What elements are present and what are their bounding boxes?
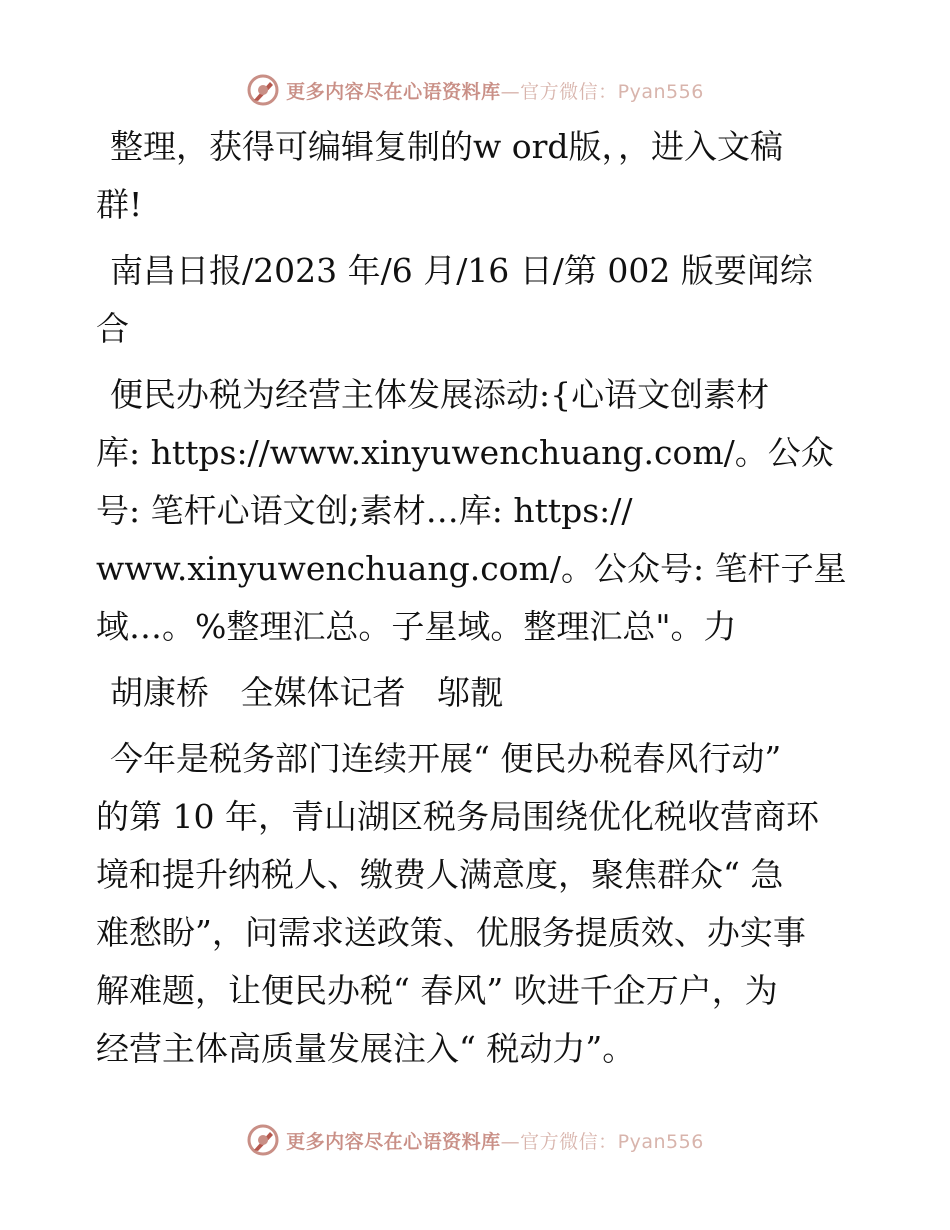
text-line: 经营主体高质量发展注入“ 税动力”。	[96, 1029, 636, 1068]
text-line: 南昌日报/2023 年/6 月/16 日/第 002 版要闻综	[110, 251, 813, 290]
text-line: 便民办税为经营主体发展添动:{心语文创素材	[110, 375, 770, 414]
watermark-brand: 更多内容尽在心语资料库	[286, 80, 501, 103]
watermark-separator: —	[500, 80, 521, 103]
footer-watermark	[0, 1120, 950, 1160]
text-line: 解难题，让便民办税“ 春风” 吹进千企万户，为	[96, 971, 778, 1010]
watermark-wechat: 官方微信：Pyan556	[520, 80, 704, 103]
text-line: 群!	[96, 185, 143, 224]
header-watermark	[0, 70, 950, 110]
watermark-text	[286, 1127, 704, 1154]
watermark-text	[286, 77, 704, 104]
watermark-brand: 更多内容尽在心语资料库	[286, 1130, 501, 1153]
text-line: 合	[96, 309, 129, 348]
quill-seal-icon	[246, 73, 280, 107]
paragraph	[96, 664, 856, 722]
text-line: 胡康桥 全媒体记者 邬靓	[110, 673, 503, 712]
watermark-wechat: 官方微信：Pyan556	[520, 1130, 704, 1153]
text-line: 库: https://www.xinyuwenchuang.com/。公众	[96, 433, 834, 472]
quill-seal-icon	[246, 1123, 280, 1157]
text-line: 境和提升纳税人、缴费人满意度，聚焦群众“ 急	[96, 855, 784, 894]
watermark-separator: —	[500, 1130, 521, 1153]
paragraph	[96, 242, 856, 358]
text-line: www.xinyuwenchuang.com/。公众号: 笔杆子星	[96, 549, 847, 588]
paragraph	[96, 730, 856, 1078]
document-body	[96, 118, 856, 1086]
text-line: 整理，获得可编辑复制的w ord版，，进入文稿	[110, 127, 784, 166]
paragraph	[96, 118, 856, 234]
text-line: 的第 10 年，青山湖区税务局围绕优化税收营商环	[96, 797, 819, 836]
text-line: 域…。%整理汇总。子星域。整理汇总"。力	[96, 607, 737, 646]
paragraph	[96, 366, 856, 656]
text-line: 今年是税务部门连续开展“ 便民办税春风行动”	[110, 739, 782, 778]
text-line: 难愁盼”，问需求送政策、优服务提质效、办实事	[96, 913, 806, 952]
text-line: 号: 笔杆心语文创;素材…库: https://	[96, 491, 633, 530]
